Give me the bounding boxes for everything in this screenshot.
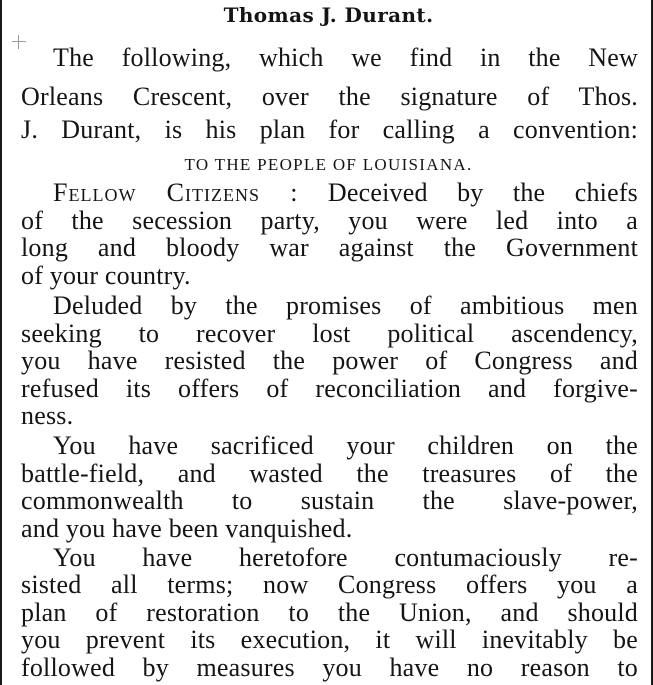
paragraph-line-text: Deceived by the chiefs [298,178,638,207]
paragraph-line [53,180,638,206]
address-heading: TO THE PEOPLE OF LOUISIANA. [184,155,473,174]
paragraph-line: you have resisted the power of Congress and [21,346,638,375]
paragraph-line: battle-field, and wasted the treasures of the [21,459,638,488]
paragraph-line: You have heretofore contumaciously re- [53,543,638,572]
paragraph-line: seeking to recover lost political ascendency, [21,319,638,348]
paragraph-line: plan of restoration to the Union, and should [21,598,638,627]
intro-line: J. Durant, is his plan for calling a convention: [21,115,638,144]
paragraph-line: refused its offers of reconciliation and forgive- [21,374,638,403]
paragraph-line: commonwealth to sustain the slave-power, [21,486,638,515]
paragraph-line: you prevent its execution, it will inevitably be [21,625,638,654]
paragraph-line: ness. [21,401,74,430]
article-headline: Thomas J. Durant. [223,3,434,27]
paragraph-line: You have sacrificed your children on the [53,431,638,460]
paragraph-line: Deluded by the promises of ambitious men [53,291,638,320]
paragraph-line: followed by measures you have no reason to [21,653,638,682]
paragraph-line: of the secession party, you were led into a [21,206,638,235]
paragraph-line: and you have been vanquished. [21,514,353,543]
paragraph-line: of your country. [21,261,191,290]
intro-line: The following, which we find in the New [53,43,638,72]
crosshair-cursor-icon [12,35,26,49]
paragraph-line: long and bloody war against the Government [21,233,638,262]
paragraph-line: sisted all terms; now Congress offers you a [21,570,638,599]
intro-line: Orleans Crescent, over the signature of Thos. [21,82,638,111]
salutation: Fellow Citizens : [53,178,299,207]
